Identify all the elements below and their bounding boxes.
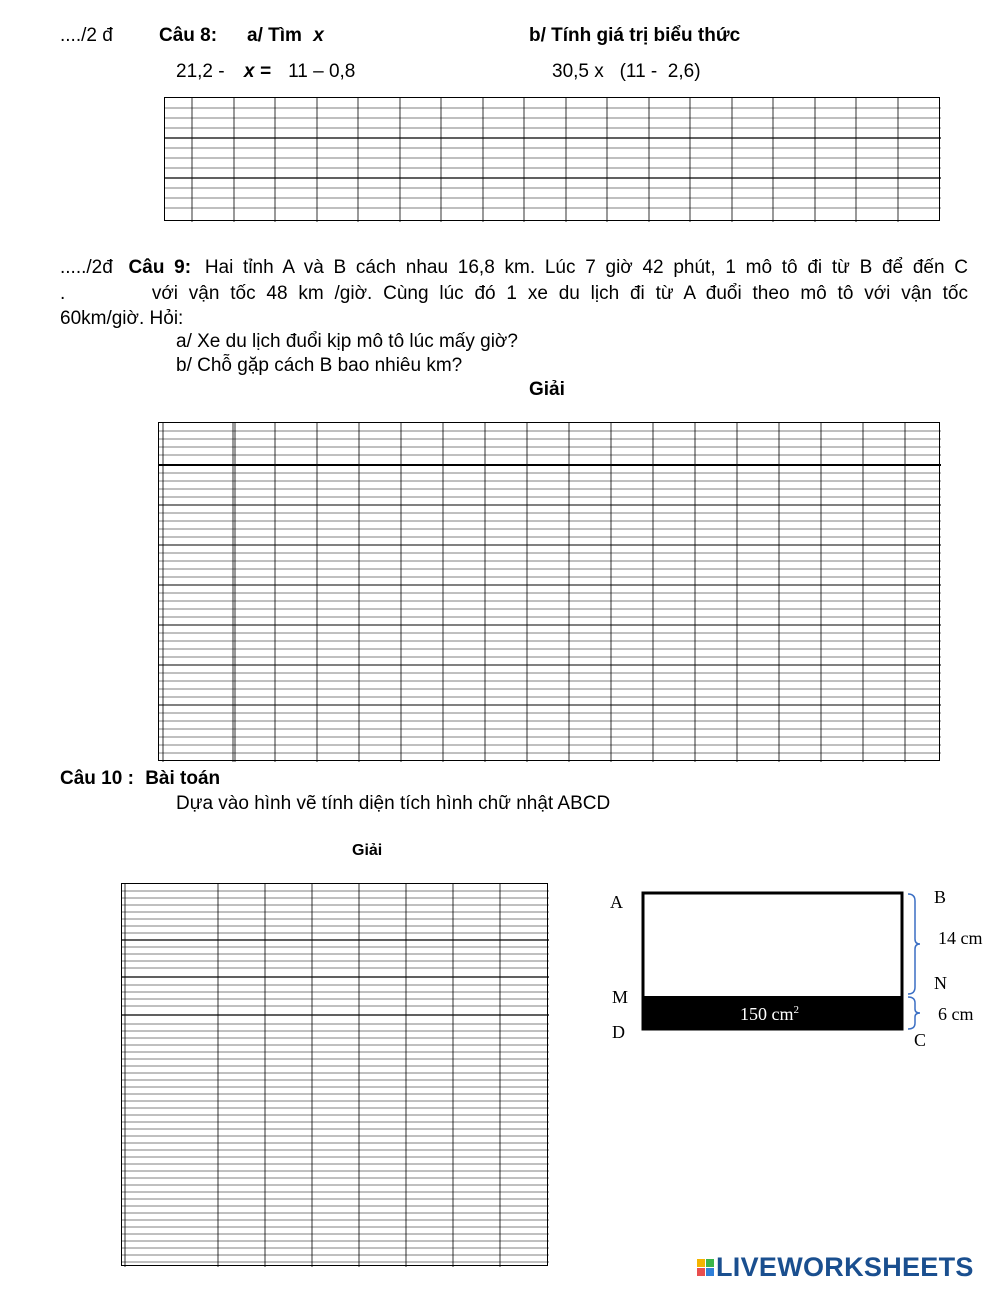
q8-expression-b: 30,5 x (11 - 2,6): [552, 61, 701, 82]
q9-line-1: [60, 257, 968, 279]
q10-grid-lines: [122, 884, 549, 1267]
q8-grid-columns: [192, 98, 898, 222]
q9-score: ...../2đ: [60, 257, 113, 278]
q8-score: ..../2 đ: [60, 25, 113, 46]
brace-bn: [908, 894, 920, 994]
q9-grid-columns: [163, 423, 905, 762]
q8-answer-grid[interactable]: [164, 97, 940, 221]
point-d-label: D: [612, 1022, 625, 1042]
q8-part-a: [247, 25, 324, 47]
q8-grid-rows: [165, 108, 941, 208]
q9-sub-a: a/ Xe du lịch đuổi kịp mô tô lúc mấy giờ?: [176, 331, 518, 352]
brand-logo-icon: [697, 1259, 714, 1276]
q8-expr-a-right: 11 – 0,8: [288, 61, 356, 82]
q10-title: Bài toán: [145, 768, 221, 789]
q9-line-2: . với vận tốc 48 km /giờ. Cùng lúc đó 1 xe du lịch đi từ A đuổi theo mô tô với vận tốc: [60, 283, 968, 304]
q9-solution-heading: Giải: [529, 379, 565, 400]
liveworksheets-brand: [697, 1252, 974, 1283]
area-exponent: 2: [793, 1004, 799, 1016]
q9-answer-grid[interactable]: [158, 422, 940, 761]
q8-part-a-label: a/ Tìm: [247, 25, 302, 46]
area-label: [740, 1004, 799, 1025]
brand-tile-1: [697, 1259, 705, 1267]
q10-grid-rows: [122, 891, 549, 1262]
q8-part-b: b/ Tính giá trị biểu thức: [529, 25, 741, 46]
q10-label: Câu 10 :: [60, 768, 134, 789]
q10-grid-columns: [125, 884, 500, 1267]
brand-tile-4: [706, 1268, 714, 1276]
q9-sub-b: b/ Chỗ gặp cách B bao nhiêu km?: [176, 355, 463, 376]
q8-label: Câu 8:: [159, 25, 218, 46]
brand-tile-3: [697, 1268, 705, 1276]
q8-grid-lines: [165, 98, 941, 222]
q10-solution-heading: Giải: [352, 842, 383, 859]
q9-text-1: Hai tỉnh A và B cách nhau 16,8 km. Lúc 7 giờ 42 phút, 1 mô tô đi từ B để đến C: [204, 257, 968, 278]
length-nc-label: 6 cm: [938, 1004, 974, 1024]
point-n-label: N: [934, 973, 947, 993]
q10-instruction: Dựa vào hình vẽ tính diện tích hình chữ nhật ABCD: [176, 793, 611, 814]
q9-line-3: 60km/giờ. Hỏi:: [60, 308, 184, 329]
brand-name: LIVEWORKSHEETS: [716, 1252, 974, 1282]
brand-tile-2: [706, 1259, 714, 1267]
point-m-label: M: [612, 987, 629, 1007]
q8-var-x: x: [313, 25, 324, 46]
length-bn-label: 14 cm: [938, 928, 983, 948]
q10-heading: [60, 768, 220, 790]
q10-answer-grid[interactable]: [121, 883, 548, 1266]
point-a-label: A: [610, 892, 623, 912]
q9-grid-lines: [159, 423, 941, 762]
point-b-label: B: [934, 887, 947, 907]
q10-grid-major-rows: [122, 940, 549, 1015]
q9-label: Câu 9:: [128, 257, 192, 278]
area-value: 150 cm: [740, 1004, 794, 1024]
q8-expression-a: [176, 61, 355, 83]
point-c-label: C: [914, 1030, 927, 1050]
q8-expr-a-x: x =: [243, 61, 271, 82]
brace-nc: [908, 997, 920, 1029]
q8-expr-a-left: 21,2 -: [176, 61, 225, 82]
q9-grid-major-rows: [159, 505, 941, 705]
